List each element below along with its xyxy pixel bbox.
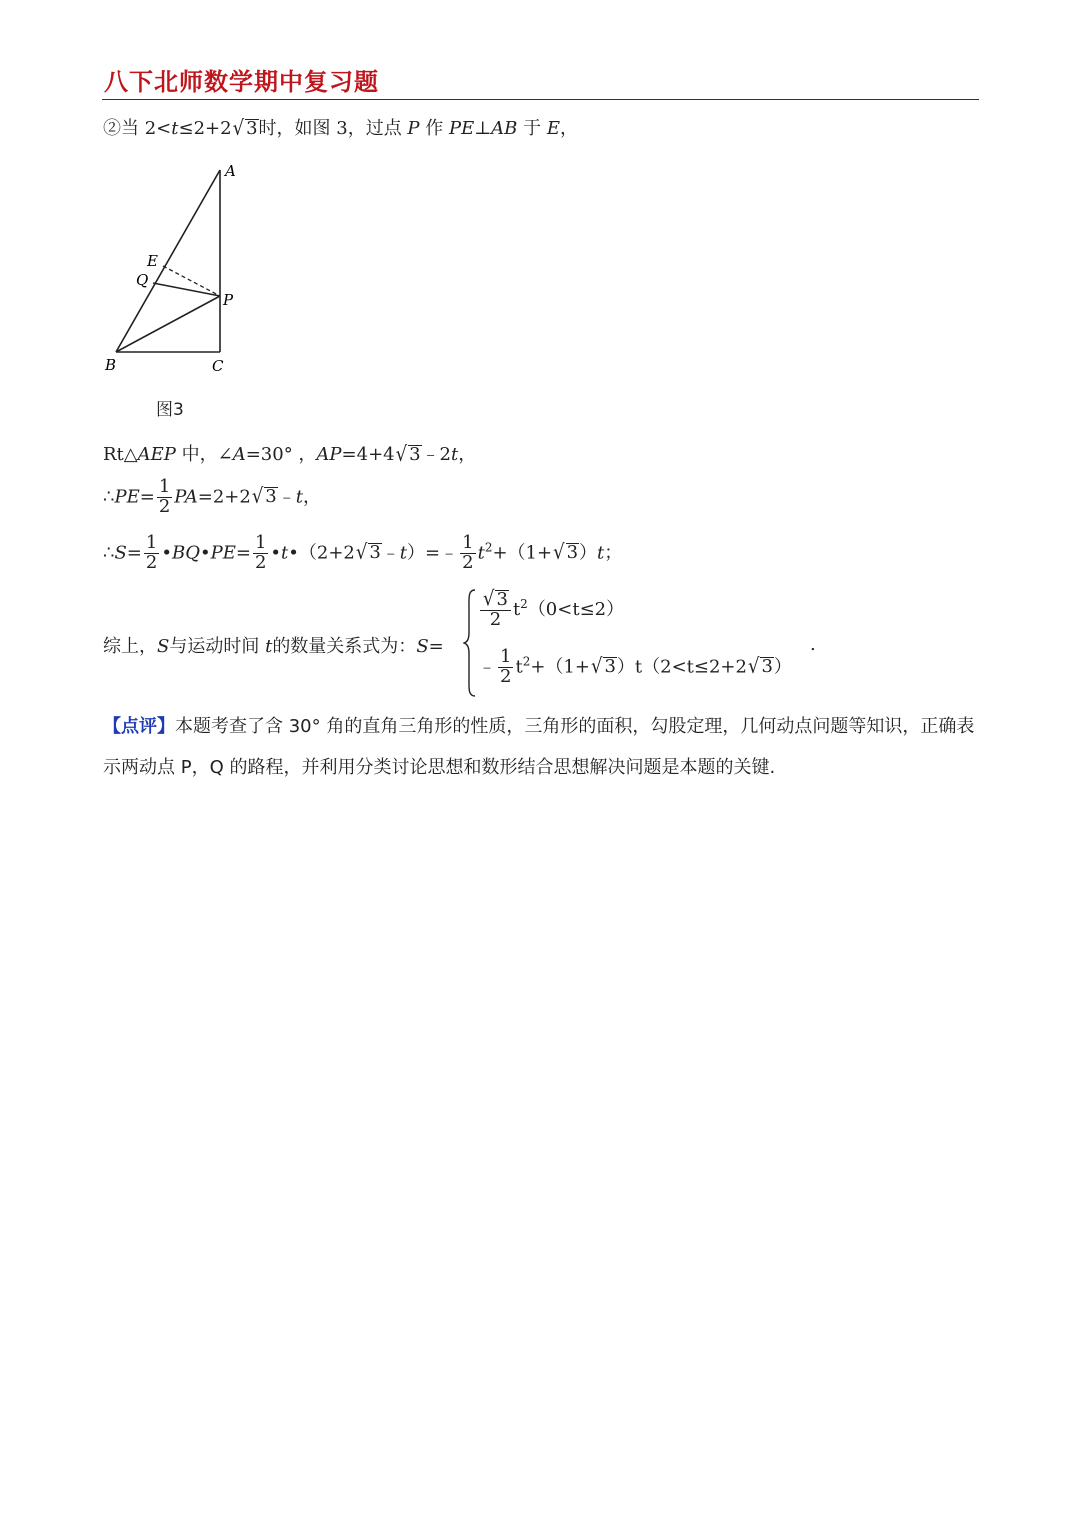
- var-s: S: [114, 542, 127, 564]
- line2-end: ，: [302, 486, 321, 508]
- comment-text: 本题考查了含 30° 角的直角三角形的性质，三角形的面积，勾股定理，几何动点问题等知识，正确表示两动点 P，Q 的路程，并利用分类讨论思想和数形结合思想解决问题是本题的关键.: [103, 716, 975, 778]
- exponent: 2: [484, 540, 493, 555]
- fraction-half: [144, 534, 159, 573]
- var-t: t: [281, 542, 289, 564]
- frac-num: 1: [145, 532, 158, 553]
- equation-line-1: [103, 440, 476, 466]
- segment-bq: BQ: [171, 542, 200, 564]
- summary-prefix: 综上，: [103, 636, 157, 657]
- sqrt-icon: √: [590, 654, 603, 679]
- equals: =: [235, 542, 251, 564]
- summary-line: [103, 632, 444, 658]
- plus-paren: +（1+: [530, 656, 590, 678]
- case1-condition: （0<t≤2）: [527, 598, 625, 620]
- segment-ap: AP: [316, 444, 342, 465]
- label-b: B: [105, 356, 117, 374]
- ap-t: t: [451, 444, 459, 465]
- paren-close: ）: [579, 542, 598, 564]
- segment-pe: PE: [210, 542, 236, 564]
- line1-end: ，: [458, 444, 477, 465]
- angle-text: 中，∠: [175, 444, 233, 465]
- segment-pa: PA: [174, 486, 198, 508]
- frac-den: 2: [158, 495, 171, 517]
- equation-line-2: [103, 478, 321, 517]
- var-s: S: [157, 636, 170, 657]
- case2-condition: ）t（2<t≤2+2: [616, 656, 747, 678]
- triangle-figure: [100, 158, 260, 378]
- comment-paragraph: [103, 706, 981, 788]
- angle-a: A: [232, 444, 246, 465]
- var-s: S: [416, 636, 429, 657]
- exponent: 2: [520, 596, 528, 611]
- equals: =: [139, 486, 155, 508]
- radicand: 3: [761, 656, 773, 678]
- dot: •: [199, 542, 211, 564]
- var-t: t: [399, 542, 408, 564]
- segment-ep-dashed: [163, 266, 220, 296]
- equals: =: [428, 636, 444, 657]
- dot: •: [270, 542, 282, 564]
- dot: •: [161, 542, 172, 564]
- ap-value: =4+4: [341, 444, 395, 465]
- case-intro-line: [103, 114, 578, 140]
- frac-den: 2: [462, 551, 474, 573]
- sqrt-icon: √: [553, 540, 565, 565]
- intro-p: P: [407, 118, 420, 139]
- frac-num: 1: [254, 532, 267, 553]
- frac-den: 2: [500, 665, 512, 687]
- ap-radicand: 3: [409, 444, 421, 465]
- exponent: 2: [522, 654, 531, 669]
- line3-end: ；: [604, 542, 623, 564]
- sqrt-icon: √: [355, 540, 368, 565]
- header-rule: [102, 99, 979, 100]
- intro-e: E: [546, 118, 560, 139]
- equation-line-3: [103, 534, 622, 573]
- fraction-half: [157, 478, 172, 517]
- sqrt-icon: √: [232, 116, 245, 141]
- fraction-half: [498, 648, 513, 687]
- frac-num: 1: [462, 532, 474, 553]
- plus-paren: +（1+: [492, 542, 553, 564]
- var-t: t: [597, 542, 605, 564]
- frac-num: 1: [158, 476, 171, 497]
- radicand: 3: [496, 589, 508, 610]
- frac-num: [480, 587, 511, 612]
- pe-value: =2+2: [197, 486, 251, 508]
- label-q: Q: [136, 271, 149, 289]
- rt-prefix: Rt△: [103, 444, 138, 465]
- pe-t: t: [295, 486, 303, 508]
- fraction-half: [253, 534, 268, 573]
- page-title: 八下北师数学期中复习题: [104, 68, 379, 96]
- intro-zuo: 作: [419, 118, 449, 139]
- therefore-symbol: ∴: [103, 542, 115, 564]
- intro-prefix: ②当 2<: [103, 118, 172, 139]
- var-t: t: [265, 636, 273, 657]
- radicand: 3: [604, 656, 616, 678]
- var-t: t: [515, 656, 523, 678]
- equals: =: [126, 542, 142, 564]
- radicand: 3: [369, 542, 381, 564]
- minus: ﹣: [478, 656, 496, 678]
- segment-pe: PE: [114, 486, 140, 508]
- summary-period: .: [810, 634, 816, 655]
- left-brace-icon: [463, 588, 477, 698]
- label-p: P: [223, 291, 234, 309]
- sqrt-icon: √: [483, 587, 495, 612]
- intro-suffix: 时，如图 3，过点: [258, 118, 408, 139]
- intro-mid: ≤2+2: [178, 118, 232, 139]
- radicand: 3: [566, 542, 579, 564]
- comment-tag: 【点评】: [103, 716, 175, 737]
- frac-num: 1: [500, 646, 512, 667]
- intro-end: ，: [560, 118, 578, 139]
- summary-mid: 与运动时间: [169, 636, 266, 657]
- label-e: E: [147, 252, 158, 270]
- fraction-half: [460, 534, 475, 573]
- frac-den: 2: [145, 551, 158, 573]
- sqrt-icon: √: [747, 654, 760, 679]
- frac-den: 2: [489, 608, 502, 630]
- intro-yu: 于: [517, 118, 547, 139]
- paren-close: ）=﹣: [407, 542, 459, 564]
- paren-close: ）: [773, 656, 792, 678]
- frac-den: 2: [254, 551, 267, 573]
- intro-pe-ab: PE⊥AB: [449, 118, 518, 139]
- piecewise-case-1: [478, 587, 625, 630]
- intro-var-t: t: [171, 118, 179, 139]
- therefore-symbol: ∴: [103, 486, 115, 508]
- var-t: t: [477, 542, 485, 564]
- label-a: A: [225, 162, 236, 180]
- pe-tail: ﹣: [277, 486, 296, 508]
- segment-qp: [153, 283, 220, 296]
- paren-open: •（2+2: [288, 542, 355, 564]
- var-t: t: [512, 598, 521, 620]
- angle-value: =30° ，: [245, 444, 317, 465]
- minus: ﹣: [381, 542, 400, 564]
- pe-radicand: 3: [265, 486, 277, 508]
- sqrt-icon: √: [395, 442, 408, 467]
- triangle-aep: AEP: [137, 444, 176, 465]
- ap-tail: ﹣2: [421, 444, 452, 465]
- label-c: C: [212, 357, 224, 375]
- summary-suffix: 的数量关系式为：: [272, 636, 417, 657]
- figure-caption: 图3: [156, 400, 184, 420]
- fraction-sqrt3-over-2: [480, 587, 511, 630]
- sqrt-icon: √: [251, 484, 264, 509]
- piecewise-case-2: [478, 648, 792, 687]
- intro-radicand: 3: [246, 118, 258, 139]
